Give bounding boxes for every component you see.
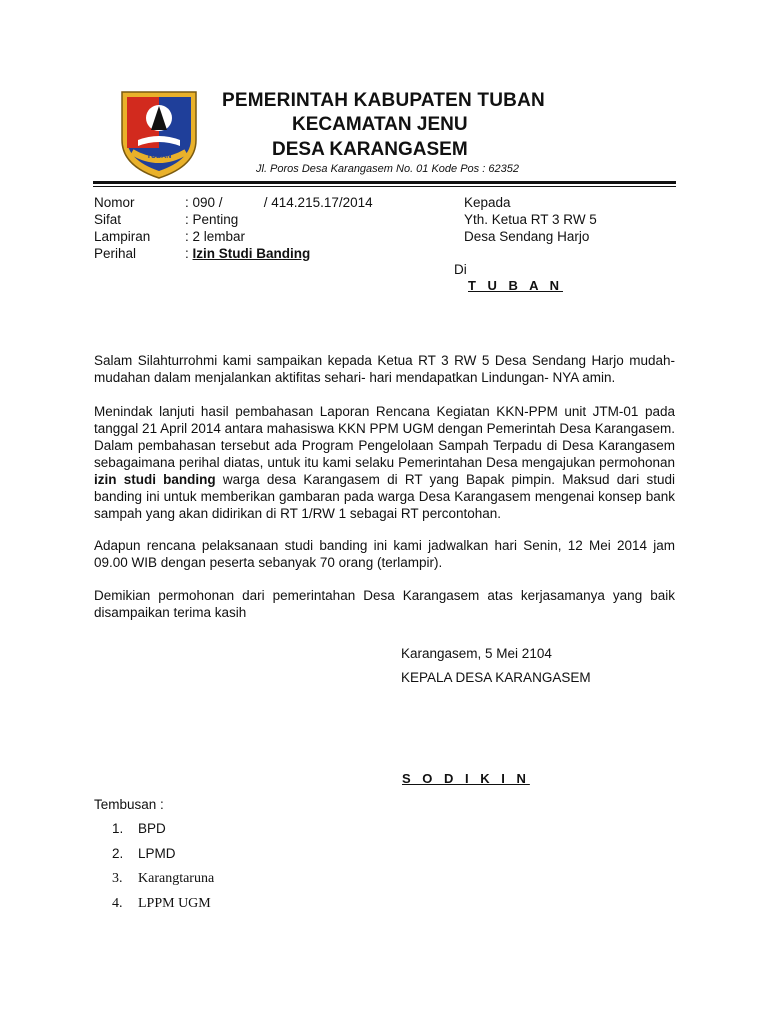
perihal-colon: : (185, 246, 193, 261)
body-paragraph-greeting: Salam Silahturrohmi kami sampaikan kepada Ketua RT 3 RW 5 Desa Sendang Harjo mudah- mudahan dalam menjalankan aktifitas sehari- hari mendapatkan Lindungan- NYA amin. (94, 353, 675, 385)
body-main-bold: izin studi banding (94, 472, 216, 487)
body-paragraph-schedule: Adapun rencana pelaksanaan studi banding ini kami jadwalkan hari Senin, 12 Mei 2014 jam 09.00 WIB dengan peserta sebanyak 70 orang (terlampir). (94, 538, 675, 570)
meta-value-lampiran: : 2 lembar (185, 229, 246, 244)
body-paragraph-main (94, 403, 675, 522)
perihal-subject: Izin Studi Banding (192, 246, 311, 261)
cc-item-text: Karangtaruna (138, 871, 215, 886)
meta-value-sifat: : Penting (185, 212, 239, 227)
list-item (112, 895, 214, 920)
cc-title: Tembusan : (94, 797, 164, 812)
cc-item-text: LPPM UGM (138, 896, 211, 911)
cc-item-text: LPMD (138, 846, 176, 861)
letterhead-regency: PEMERINTAH KABUPATEN TUBAN (222, 90, 545, 111)
recipient-village: Desa Sendang Harjo (464, 229, 590, 244)
body-main-text-a: Menindak lanjuti hasil pembahasan Laporan Rencana Kegiatan KKN-PPM unit JTM-01 pada tanggal 21 April 2014 antara mahasiswa KKN PPM UGM dengan Pemerintah Desa Karangasem. Dalam pembahasan tersebut ada Program Pengelolaan Sampah Terpadu di Desa Karangasem sebagaimana perihal diatas, untuk itu kami selaku Pemerintahan Desa mengajukan permohonan (94, 404, 675, 470)
letterhead-divider-thin (93, 186, 676, 187)
list-item (112, 870, 214, 895)
meta-value-perihal (185, 245, 310, 262)
letterhead-address: Jl. Poros Desa Karangasem No. 01 Kode Pos : 62352 (256, 163, 519, 175)
letterhead-district: KECAMATAN JENU (292, 114, 468, 135)
letterhead-divider (93, 181, 676, 184)
meta-value-nomor: : 090 / / 414.215.17/2014 (185, 195, 373, 210)
letterhead-village: DESA KARANGASEM (272, 139, 468, 160)
signature-name: S O D I K I N (402, 771, 530, 786)
cc-item-number: 3. (112, 871, 123, 886)
crest-ribbon-text: TUBAN (146, 153, 172, 160)
regency-crest-logo (118, 88, 200, 180)
cc-list (112, 820, 214, 920)
body-paragraph-closing: Demikian permohonan dari pemerintahan Desa Karangasem atas kerjasamanya yang baik disampaikan terima kasih (94, 588, 675, 620)
recipient-city: T U B A N (468, 278, 563, 293)
recipient-kepada: Kepada (464, 195, 511, 210)
cc-item-number: 1. (112, 821, 124, 836)
cc-item-number: 4. (112, 896, 123, 911)
cc-item-text: BPD (138, 821, 166, 836)
list-item (112, 845, 214, 870)
signature-place-date: Karangasem, 5 Mei 2104 (401, 646, 552, 661)
recipient-di: Di (454, 262, 467, 277)
meta-label-perihal: Perihal (94, 246, 137, 261)
list-item (112, 820, 214, 845)
meta-label-nomor: Nomor (94, 195, 135, 210)
meta-label-sifat: Sifat (94, 212, 122, 227)
cc-item-number: 2. (112, 846, 124, 861)
meta-label-lampiran: Lampiran (94, 229, 151, 244)
signature-position: KEPALA DESA KARANGASEM (401, 670, 591, 685)
body-main-text-b: warga desa Karangasem di RT yang Bapak pimpin. Maksud dari studi banding ini untuk memberikan gambaran pada warga Desa Karangasem mengenai konsep bank sampah yang akan didirikan di RT 1/RW 1 sebagai RT percontohan. (94, 472, 675, 521)
recipient-name: Yth. Ketua RT 3 RW 5 (464, 212, 597, 227)
